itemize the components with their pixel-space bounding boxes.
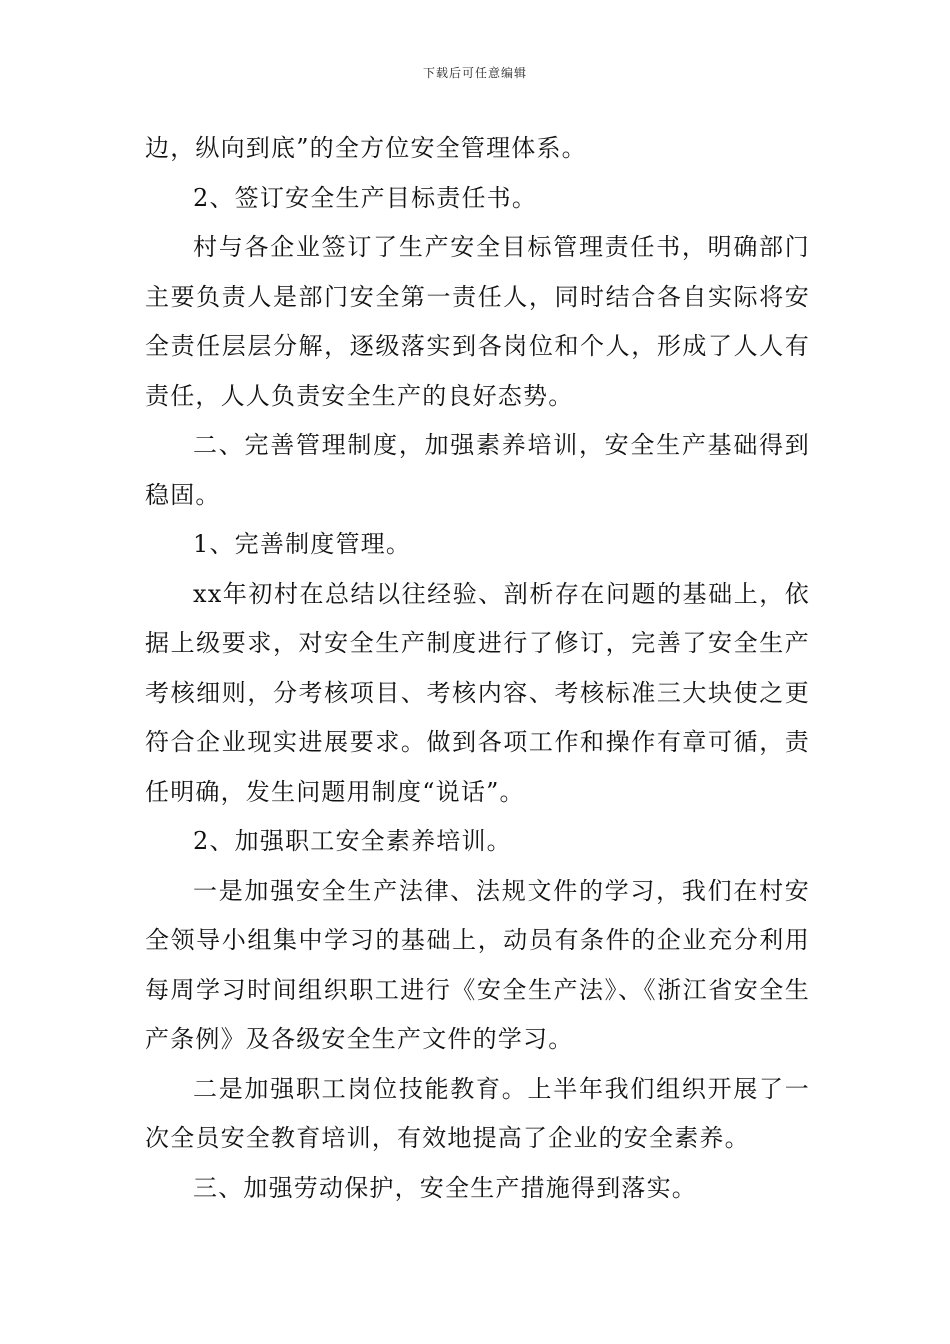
paragraph-skills-education: 二是加强职工岗位技能教育。上半年我们组织开展了一次全员安全教育培训，有效地提高了企业的安全素养。 bbox=[145, 1074, 810, 1152]
paragraph-heading-sign-responsibility: 2、签订安全生产目标责任书。 bbox=[193, 183, 538, 212]
section-heading-three: 三、加强劳动保护，安全生产措施得到落实。 bbox=[193, 1173, 697, 1202]
paragraph-continued: 边，纵向到底”的全方位安全管理体系。 bbox=[145, 134, 587, 162]
document-body bbox=[145, 124, 810, 1213]
page-header-note: 下载后可任意编辑 bbox=[422, 66, 527, 80]
paragraph-heading-staff-training: 2、加强职工安全素养培训。 bbox=[193, 827, 512, 855]
paragraph-law-study: 一是加强安全生产法律、法规文件的学习，我们在村安全领导小组集中学习的基础上，动员有条件的企业充分利用每周学习时间组织职工进行《安全生产法》、《浙江省安全生产条例》及各级安全生产文件的学习。 bbox=[145, 876, 810, 1053]
section-heading-two: 二、完善管理制度，加强素养培训，安全生产基础得到稳固。 bbox=[145, 431, 810, 509]
paragraph-heading-system-management: 1、完善制度管理。 bbox=[193, 530, 412, 558]
paragraph-system-revision: xx年初村在总结以往经验、剖析存在问题的基础上，依据上级要求，对安全生产制度进行了修订，完善了安全生产考核细则，分考核项目、考核内容、考核标准三大块使之更符合企业现实进展要求。做到各项工作和操作有章可循，责任明确，发生问题用制度“说话”。 bbox=[145, 579, 810, 806]
paragraph-responsibility-detail: 村与各企业签订了生产安全目标管理责任书，明确部门主要负责人是部门安全第一责任人，同时结合各自实际将安全责任层层分解，逐级落实到各岗位和个人，形成了人人有责任，人人负责安全生产的良好态势。 bbox=[145, 233, 810, 410]
